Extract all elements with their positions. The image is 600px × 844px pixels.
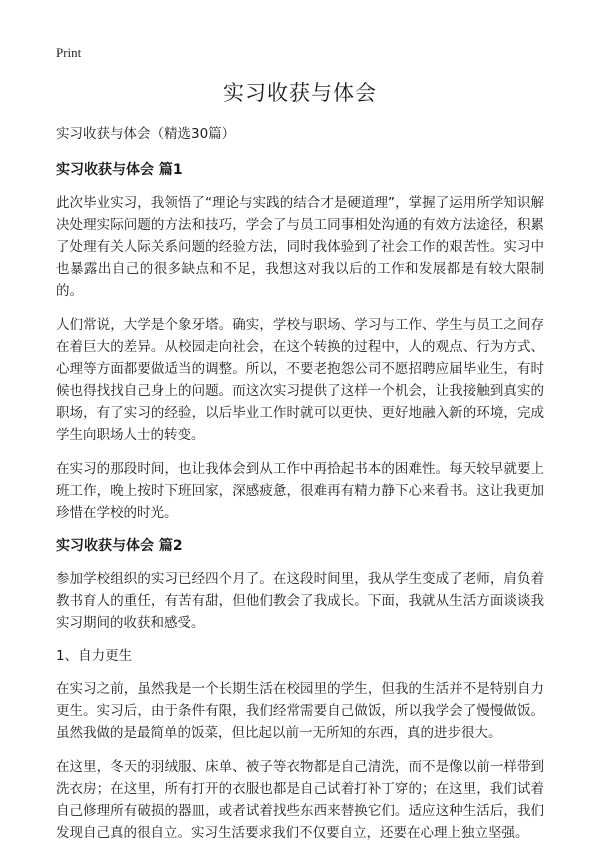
print-label: Print xyxy=(56,45,82,60)
list-item-label: 1、自力更生 xyxy=(56,648,133,664)
paragraph: 参加学校组织的实习已经四个月了。在这段时间里，我从学生变成了老师，肩负着教书育人的重任，有苦有甜，但他们教会了我成长。下面，我就从生活方面谈谈我实习期间的收获和感受。 xyxy=(56,571,544,631)
section-1 xyxy=(56,160,544,524)
paragraph: 在实习的那段时间，也让我体会到从工作中再拾起书本的困难性。每天较早就要上班工作，晚上按时下班回家，深感疲惫，很难再有精力静下心来看书。这让我更加珍惜在学校的时光。 xyxy=(56,461,544,521)
section-2 xyxy=(56,536,544,844)
document-subtitle: 实习收获与体会（精选30篇） xyxy=(56,126,236,142)
paragraph: 在实习之前，虽然我是一个长期生活在校园里的学生，但我的生活并不是特别自力更生。实习后，由于条件有限，我们经常需要自己做饭，所以我学会了慢慢做饭。虽然我做的是最简单的饭菜，但比起以前一无所知的东西，真的进步很大。 xyxy=(56,681,544,741)
paragraph: 人们常说，大学是个象牙塔。确实，学校与职场、学习与工作、学生与员工之间存在着巨大的差异。从校园走向社会，在这个转换的过程中，人的观点、行为方式、心理等方面都要做适当的调整。所以，不要老抱怨公司不愿招聘应届毕业生，有时候也得找找自己身上的问题。而这次实习提供了这样一个机会，让我接触到真实的职场，有了实习的经验，以后毕业工作时就可以更快、更好地融入新的环境，完成学生向职场人士的转变。 xyxy=(56,317,544,443)
section-heading: 实习收获与体会 篇1 xyxy=(56,162,183,178)
paragraph: 在这里，冬天的羽绒服、床单、被子等衣物都是自己清洗，而不是像以前一样带到洗衣房；在这里，所有打开的衣服也都是自己试着打补丁穿的；在这里，我们试着自己修理所有破损的器皿，或者试着找些东西来替换它们。适应这种生活后，我们发现自己真的很自立。实习生活要求我们不仅要自立，还要在心理上独立坚强。 xyxy=(56,759,544,841)
paragraph: 此次毕业实习，我领悟了“理论与实践的结合才是硬道理”，掌握了运用所学知识解决处理实际问题的方法和技巧，学会了与员工同事相处沟通的有效方法途径，积累了处理有关人际关系问题的经验方法，同时我体验到了社会工作的艰苦性。实习中也暴露出自己的很多缺点和不足，我想这对我以后的工作和发展都是有较大限制的。 xyxy=(56,195,544,299)
page-title: 实习收获与体会 xyxy=(223,81,377,105)
section-heading: 实习收获与体会 篇2 xyxy=(56,538,183,554)
